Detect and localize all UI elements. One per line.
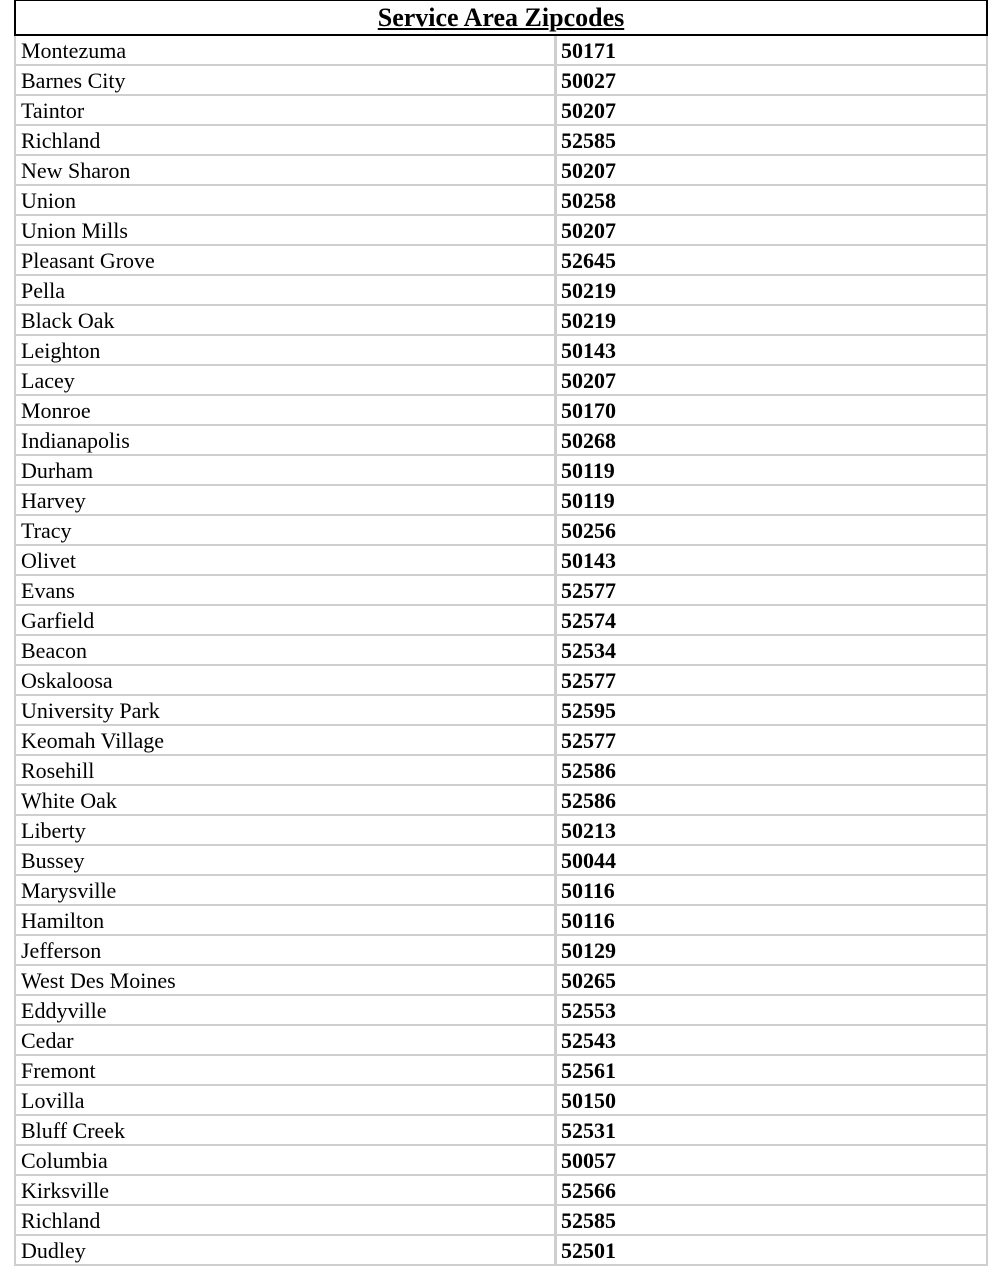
town-cell: Keomah Village bbox=[14, 726, 554, 756]
zipcode-cell: 52561 bbox=[554, 1056, 988, 1086]
zipcode-cell: 52574 bbox=[554, 606, 988, 636]
town-cell: Dudley bbox=[14, 1236, 554, 1266]
zipcode-cell: 52543 bbox=[554, 1026, 988, 1056]
table-row bbox=[14, 456, 988, 486]
town-cell: Montezuma bbox=[14, 36, 554, 66]
table-row bbox=[14, 306, 988, 336]
zipcode-cell: 52501 bbox=[554, 1236, 988, 1266]
table-row bbox=[14, 126, 988, 156]
zipcode-cell: 52577 bbox=[554, 576, 988, 606]
zipcode-cell: 52595 bbox=[554, 696, 988, 726]
town-cell: Richland bbox=[14, 1206, 554, 1236]
town-cell: Hamilton bbox=[14, 906, 554, 936]
zipcode-cell: 50116 bbox=[554, 906, 988, 936]
zipcode-cell: 50027 bbox=[554, 66, 988, 96]
zipcode-cell: 50170 bbox=[554, 396, 988, 426]
zipcode-cell: 50116 bbox=[554, 876, 988, 906]
table-row bbox=[14, 1086, 988, 1116]
table-row bbox=[14, 906, 988, 936]
page-title: Service Area Zipcodes bbox=[377, 3, 625, 32]
town-cell: Liberty bbox=[14, 816, 554, 846]
town-cell: Lacey bbox=[14, 366, 554, 396]
zipcode-cell: 52585 bbox=[554, 1206, 988, 1236]
table-row bbox=[14, 1116, 988, 1146]
zipcode-cell: 50171 bbox=[554, 36, 988, 66]
town-cell: Tracy bbox=[14, 516, 554, 546]
town-cell: Jefferson bbox=[14, 936, 554, 966]
town-cell: Leighton bbox=[14, 336, 554, 366]
town-cell: Cedar bbox=[14, 1026, 554, 1056]
town-cell: Beacon bbox=[14, 636, 554, 666]
zipcode-cell: 52585 bbox=[554, 126, 988, 156]
table-row bbox=[14, 1206, 988, 1236]
town-cell: Durham bbox=[14, 456, 554, 486]
table-row bbox=[14, 816, 988, 846]
table-row bbox=[14, 186, 988, 216]
town-cell: Pella bbox=[14, 276, 554, 306]
zipcode-cell: 52534 bbox=[554, 636, 988, 666]
table-row bbox=[14, 216, 988, 246]
table-row bbox=[14, 996, 988, 1026]
zipcode-cell: 52586 bbox=[554, 756, 988, 786]
town-cell: Fremont bbox=[14, 1056, 554, 1086]
table-row bbox=[14, 66, 988, 96]
town-cell: Union bbox=[14, 186, 554, 216]
table-row bbox=[14, 96, 988, 126]
zipcode-table-body bbox=[14, 36, 988, 1266]
table-row bbox=[14, 1026, 988, 1056]
table-row bbox=[14, 636, 988, 666]
table-row bbox=[14, 276, 988, 306]
zipcode-cell: 50129 bbox=[554, 936, 988, 966]
table-row bbox=[14, 726, 988, 756]
table-row bbox=[14, 876, 988, 906]
town-cell: Pleasant Grove bbox=[14, 246, 554, 276]
table-row bbox=[14, 1176, 988, 1206]
town-cell: Evans bbox=[14, 576, 554, 606]
zipcode-cell: 50268 bbox=[554, 426, 988, 456]
table-row bbox=[14, 666, 988, 696]
zipcode-cell: 52577 bbox=[554, 726, 988, 756]
table-row bbox=[14, 1236, 988, 1266]
zipcode-cell: 52645 bbox=[554, 246, 988, 276]
zipcode-cell: 50119 bbox=[554, 456, 988, 486]
table-row bbox=[14, 546, 988, 576]
table-row bbox=[14, 786, 988, 816]
table-row bbox=[14, 1146, 988, 1176]
zipcode-table bbox=[14, 36, 988, 1266]
zipcode-cell: 50143 bbox=[554, 336, 988, 366]
zipcode-cell: 50207 bbox=[554, 216, 988, 246]
table-row bbox=[14, 426, 988, 456]
zipcode-cell: 50143 bbox=[554, 546, 988, 576]
town-cell: Taintor bbox=[14, 96, 554, 126]
town-cell: Bussey bbox=[14, 846, 554, 876]
town-cell: West Des Moines bbox=[14, 966, 554, 996]
town-cell: New Sharon bbox=[14, 156, 554, 186]
town-cell: Indianapolis bbox=[14, 426, 554, 456]
table-row bbox=[14, 486, 988, 516]
town-cell: Olivet bbox=[14, 546, 554, 576]
zipcode-cell: 50207 bbox=[554, 366, 988, 396]
zipcode-cell: 50150 bbox=[554, 1086, 988, 1116]
zipcode-cell: 50258 bbox=[554, 186, 988, 216]
town-cell: Barnes City bbox=[14, 66, 554, 96]
zipcode-cell: 50256 bbox=[554, 516, 988, 546]
table-row bbox=[14, 336, 988, 366]
table-row bbox=[14, 396, 988, 426]
table-row bbox=[14, 366, 988, 396]
town-cell: University Park bbox=[14, 696, 554, 726]
town-cell: Marysville bbox=[14, 876, 554, 906]
town-cell: White Oak bbox=[14, 786, 554, 816]
zipcode-sheet bbox=[14, 0, 988, 1266]
town-cell: Harvey bbox=[14, 486, 554, 516]
town-cell: Bluff Creek bbox=[14, 1116, 554, 1146]
zipcode-cell: 50265 bbox=[554, 966, 988, 996]
zipcode-cell: 52577 bbox=[554, 666, 988, 696]
table-row bbox=[14, 246, 988, 276]
zipcode-cell: 50219 bbox=[554, 276, 988, 306]
town-cell: Oskaloosa bbox=[14, 666, 554, 696]
zipcode-cell: 50207 bbox=[554, 96, 988, 126]
table-row bbox=[14, 966, 988, 996]
town-cell: Eddyville bbox=[14, 996, 554, 1026]
table-row bbox=[14, 1056, 988, 1086]
table-row bbox=[14, 936, 988, 966]
town-cell: Monroe bbox=[14, 396, 554, 426]
town-cell: Kirksville bbox=[14, 1176, 554, 1206]
town-cell: Union Mills bbox=[14, 216, 554, 246]
table-row bbox=[14, 606, 988, 636]
zipcode-cell: 50207 bbox=[554, 156, 988, 186]
zipcode-cell: 52553 bbox=[554, 996, 988, 1026]
town-cell: Black Oak bbox=[14, 306, 554, 336]
zipcode-cell: 52566 bbox=[554, 1176, 988, 1206]
zipcode-cell: 50219 bbox=[554, 306, 988, 336]
zipcode-cell: 50119 bbox=[554, 486, 988, 516]
town-cell: Garfield bbox=[14, 606, 554, 636]
town-cell: Richland bbox=[14, 126, 554, 156]
zipcode-cell: 50057 bbox=[554, 1146, 988, 1176]
town-cell: Rosehill bbox=[14, 756, 554, 786]
table-row bbox=[14, 756, 988, 786]
zipcode-cell: 50213 bbox=[554, 816, 988, 846]
town-cell: Lovilla bbox=[14, 1086, 554, 1116]
title-cell bbox=[14, 0, 988, 36]
table-row bbox=[14, 156, 988, 186]
table-row bbox=[14, 576, 988, 606]
table-row bbox=[14, 36, 988, 66]
town-cell: Columbia bbox=[14, 1146, 554, 1176]
zipcode-cell: 52531 bbox=[554, 1116, 988, 1146]
table-row bbox=[14, 846, 988, 876]
zipcode-cell: 50044 bbox=[554, 846, 988, 876]
zipcode-cell: 52586 bbox=[554, 786, 988, 816]
table-row bbox=[14, 516, 988, 546]
table-row bbox=[14, 696, 988, 726]
